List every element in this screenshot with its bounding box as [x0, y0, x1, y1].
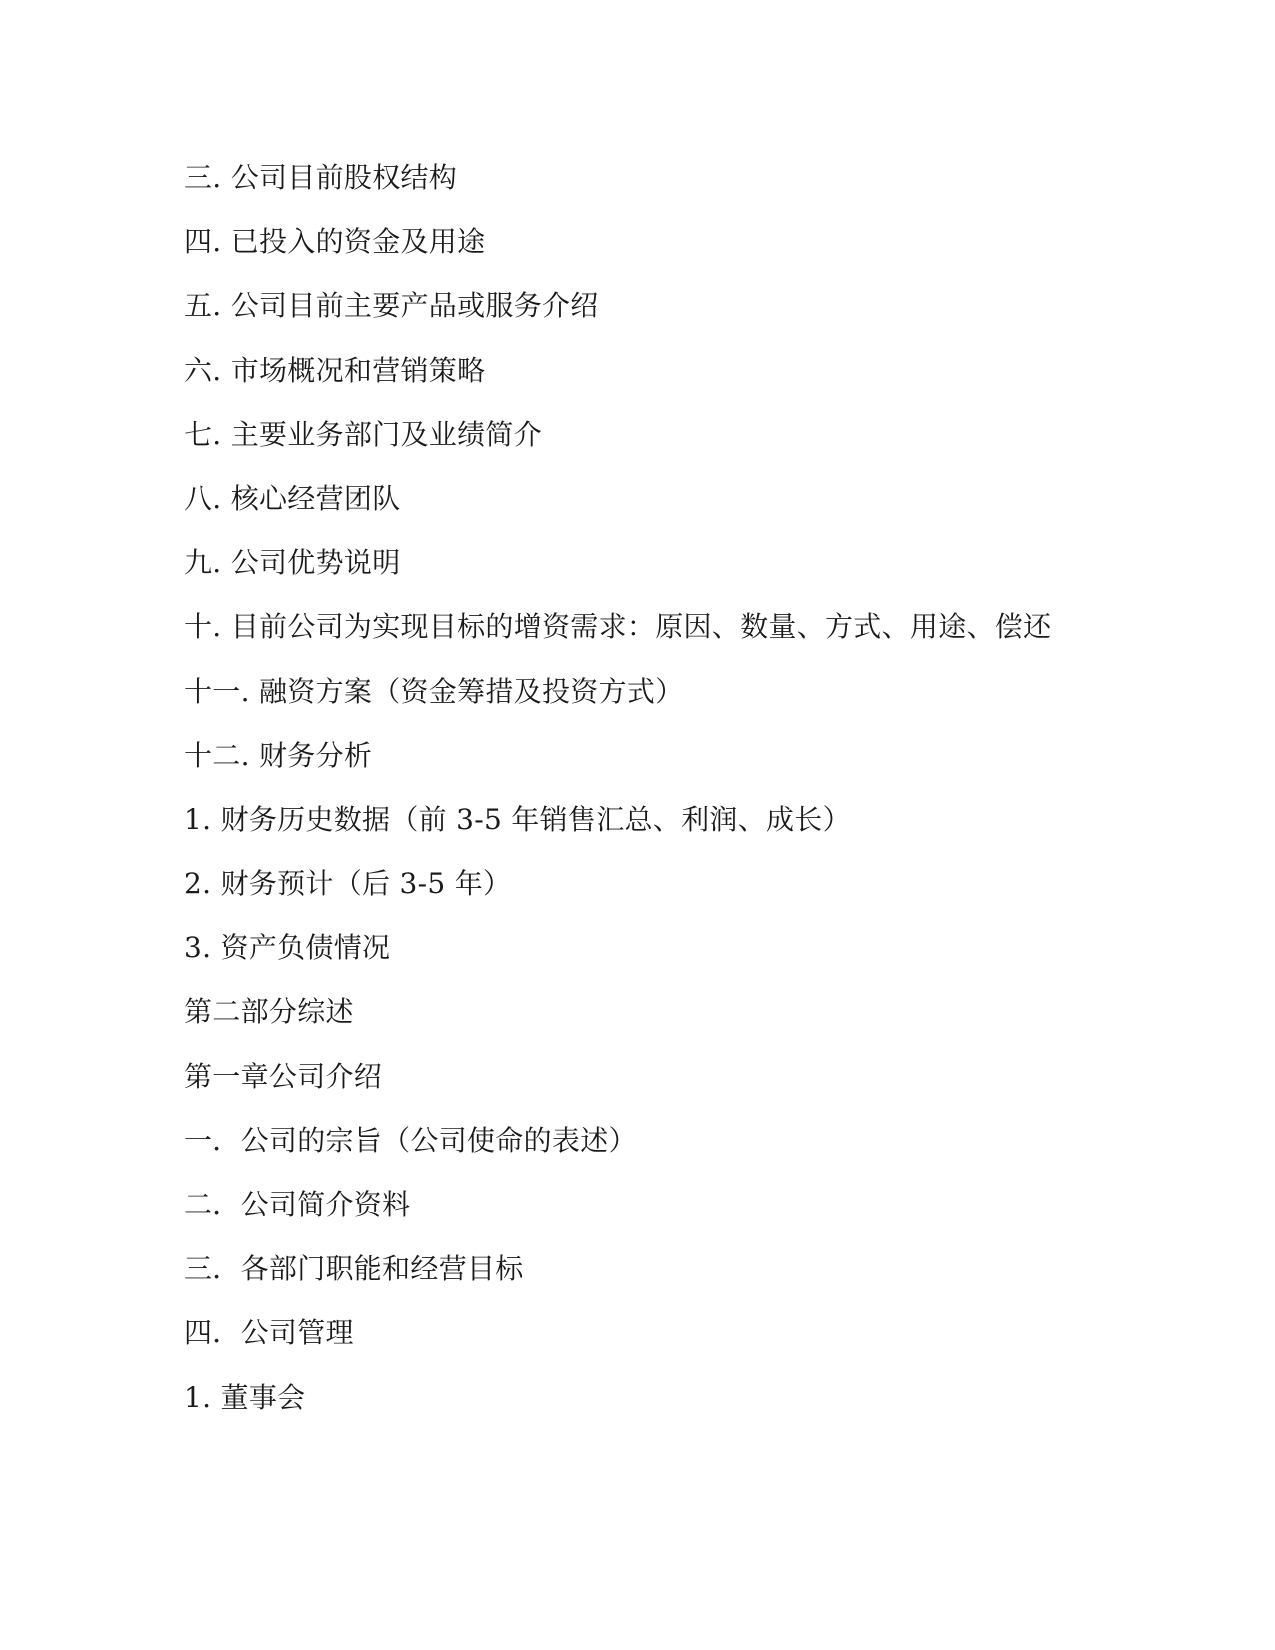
outline-line-financing-plan: 十一. 融资方案（资金筹措及投资方式）: [184, 674, 684, 708]
outline-line-capital-needs: 十. 目前公司为实现目标的增资需求：原因、数量、方式、用途、偿还: [184, 610, 1052, 644]
chapter-heading-company-intro: 第一章公司介绍: [184, 1059, 383, 1093]
outline-line-advantages: 九. 公司优势说明: [184, 546, 401, 580]
outline-line-financial-forecast: 2. 财务预计（后 3-5 年）: [184, 867, 512, 901]
outline-line-company-mission: 一．公司的宗旨（公司使命的表述）: [184, 1123, 637, 1157]
outline-line-financial-history: 1. 财务历史数据（前 3-5 年销售汇总、利润、成长）: [184, 802, 851, 836]
outline-line-financial-analysis: 十二. 财务分析: [184, 738, 373, 772]
outline-line-core-team: 八. 核心经营团队: [184, 481, 401, 515]
outline-line-company-profile: 二．公司简介资料: [184, 1188, 411, 1221]
outline-line-board-of-directors: 1. 董事会: [184, 1380, 306, 1414]
outline-line-market-strategy: 六. 市场概况和营销策略: [184, 353, 486, 387]
outline-line-business-departments: 七. 主要业务部门及业绩简介: [184, 417, 543, 451]
outline-line-invested-funds: 四. 已投入的资金及用途: [184, 225, 486, 259]
outline-line-company-management: 四．公司管理: [184, 1316, 354, 1350]
outline-list: [184, 158, 1084, 1442]
outline-line-department-functions: 三．各部门职能和经营目标: [184, 1252, 524, 1286]
section-heading-overview: 第二部分综述: [184, 995, 354, 1029]
outline-line-equity-structure: 三. 公司目前股权结构: [184, 161, 458, 194]
outline-line-products-services: 五. 公司目前主要产品或服务介绍: [184, 289, 599, 323]
outline-line-assets-liabilities: 3. 资产负债情况: [184, 931, 391, 965]
